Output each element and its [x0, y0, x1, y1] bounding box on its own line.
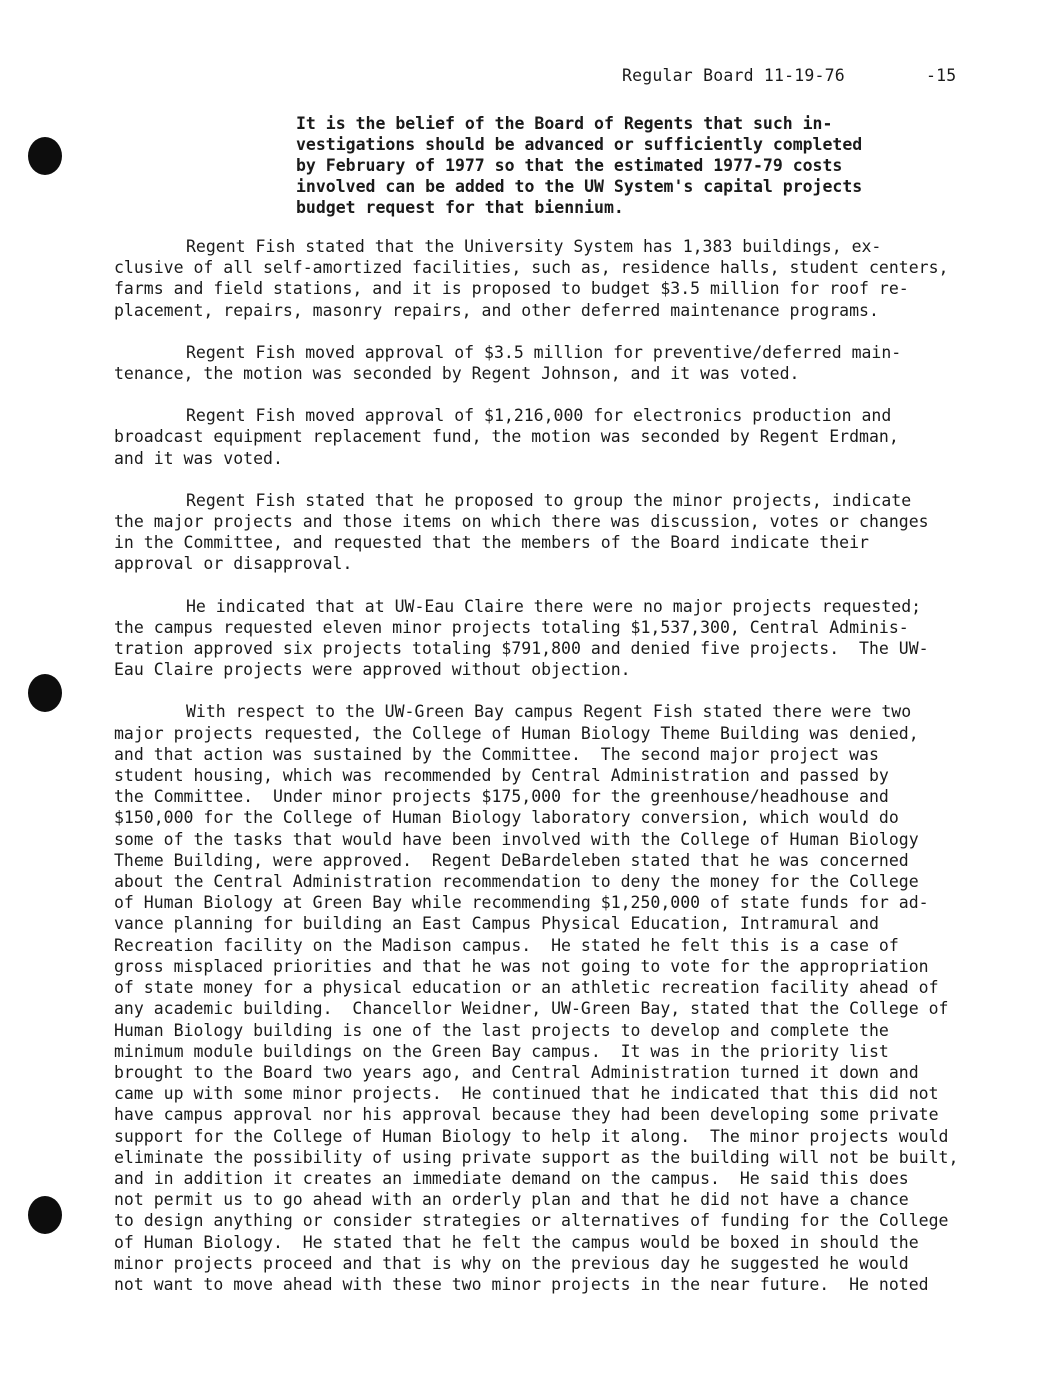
paragraph-line: about the Central Administration recommendation to deny the money for the College [114, 872, 919, 892]
paragraph-line: the Committee. Under minor projects $175,000 for the greenhouse/headhouse and [114, 787, 889, 807]
paragraph-line: of Human Biology at Green Bay while recommending $1,250,000 of state funds for ad- [114, 893, 929, 913]
paragraph-line: With respect to the UW-Green Bay campus Regent Fish stated there were two [186, 702, 912, 722]
paragraph-line: and that action was sustained by the Committee. The second major project was [114, 744, 879, 764]
paragraph [114, 342, 1014, 384]
paragraph [114, 596, 1014, 681]
resolution-line: budget request for that biennium. [296, 198, 624, 217]
paragraph-line: of Human Biology. He stated that he felt the campus would be boxed in should the [114, 1232, 919, 1252]
paragraph-line: came up with some minor projects. He continued that he indicated that this did not [114, 1084, 939, 1104]
body-text [114, 236, 1014, 1316]
paragraph-line: minor projects proceed and that is why on the previous day he suggested he would [114, 1253, 909, 1273]
paragraph-line: Theme Building, were approved. Regent DeBardeleben stated that he was concerned [114, 850, 909, 870]
paragraph-line: student housing, which was recommended by Central Administration and passed by [114, 766, 889, 786]
paragraph-line: tration approved six projects totaling $791,800 and denied five projects. The UW- [114, 639, 929, 659]
paragraph-line: clusive of all self-amortized facilities, such as, residence halls, student centers, [114, 258, 949, 278]
paragraph-line: gross misplaced priorities and that he was not going to vote for the appropriation [114, 956, 929, 976]
paragraph-line: have campus approval nor his approval because they had been developing some private [114, 1105, 939, 1125]
punch-hole [28, 1196, 62, 1234]
paragraph-line: approval or disapproval. [114, 554, 353, 574]
paragraph-line: Eau Claire projects were approved without objection. [114, 660, 631, 680]
resolution-line: by February of 1977 so that the estimated 1977-79 costs [296, 156, 843, 175]
paragraph-line: farms and field stations, and it is proposed to budget $3.5 million for roof re- [114, 279, 909, 299]
paragraph-line: the campus requested eleven minor projects totaling $1,537,300, Central Adminis- [114, 617, 909, 637]
paragraph-line: the major projects and those items on which there was discussion, votes or changes [114, 512, 929, 532]
paragraph-line: Regent Fish moved approval of $3.5 million for preventive/deferred main- [186, 342, 902, 362]
paragraph-line: any academic building. Chancellor Weidner, UW-Green Bay, stated that the College of [114, 999, 949, 1019]
paragraph-line: vance planning for building an East Campus Physical Education, Intramural and [114, 914, 879, 934]
page-number: -15 [926, 66, 957, 85]
page-header [622, 66, 982, 85]
paragraph-line: not want to move ahead with these two minor projects in the near future. He noted [114, 1274, 929, 1294]
paragraph-line: and in addition it creates an immediate demand on the campus. He said this does [114, 1168, 909, 1188]
paragraph-line: Regent Fish stated that the University System has 1,383 buildings, ex- [186, 237, 882, 256]
paragraph-line: $150,000 for the College of Human Biology laboratory conversion, which would do [114, 808, 899, 828]
paragraph-line: eliminate the possibility of using private support as the building will not be built, [114, 1147, 959, 1167]
paragraph [114, 490, 1014, 575]
paragraph-line: placement, repairs, masonry repairs, and other deferred maintenance programs. [114, 300, 879, 320]
paragraph-line: to design anything or consider strategies or alternatives of funding for the College [114, 1211, 949, 1231]
paragraph [114, 405, 1014, 469]
paragraph-line: broadcast equipment replacement fund, the motion was seconded by Regent Erdman, [114, 427, 899, 447]
paragraph [114, 236, 1014, 321]
resolution-block [296, 113, 936, 218]
resolution-line: vestigations should be advanced or sufficiently completed [296, 135, 863, 154]
paragraph-line: He indicated that at UW-Eau Claire there were no major projects requested; [186, 596, 922, 616]
resolution-line: It is the belief of the Board of Regents that such in- [296, 114, 833, 133]
paragraph-line: Human Biology building is one of the last projects to develop and complete the [114, 1020, 889, 1040]
punch-hole [28, 674, 62, 712]
paragraph-line: of state money for a physical education or an athletic recreation facility ahead of [114, 978, 939, 998]
paragraph-line: major projects requested, the College of Human Biology Theme Building was denied, [114, 723, 919, 743]
paragraph-line: in the Committee, and requested that the members of the Board indicate their [114, 533, 869, 553]
header-title: Regular Board 11-19-76 [622, 66, 845, 85]
paragraph-line: Recreation facility on the Madison campus. He stated he felt this is a case of [114, 935, 899, 955]
paragraph-line: Regent Fish stated that he proposed to group the minor projects, indicate [186, 490, 912, 510]
paragraph-line: and it was voted. [114, 448, 283, 468]
paragraph-line: Regent Fish moved approval of $1,216,000 for electronics production and [186, 406, 892, 426]
paragraph-line: brought to the Board two years ago, and Central Administration turned it down and [114, 1062, 919, 1082]
paragraph-line: minimum module buildings on the Green Bay campus. It was in the priority list [114, 1041, 889, 1061]
paragraph-line: some of the tasks that would have been involved with the College of Human Biology [114, 829, 919, 849]
punch-hole [28, 137, 62, 175]
resolution-line: involved can be added to the UW System's capital projects [296, 177, 863, 196]
paragraph-line: tenance, the motion was seconded by Regent Johnson, and it was voted. [114, 364, 800, 384]
paragraph-line: support for the College of Human Biology to help it along. The minor projects would [114, 1126, 949, 1146]
paragraph-line: not permit us to go ahead with an orderly plan and that he did not have a chance [114, 1190, 909, 1210]
paragraph [114, 701, 1014, 1295]
